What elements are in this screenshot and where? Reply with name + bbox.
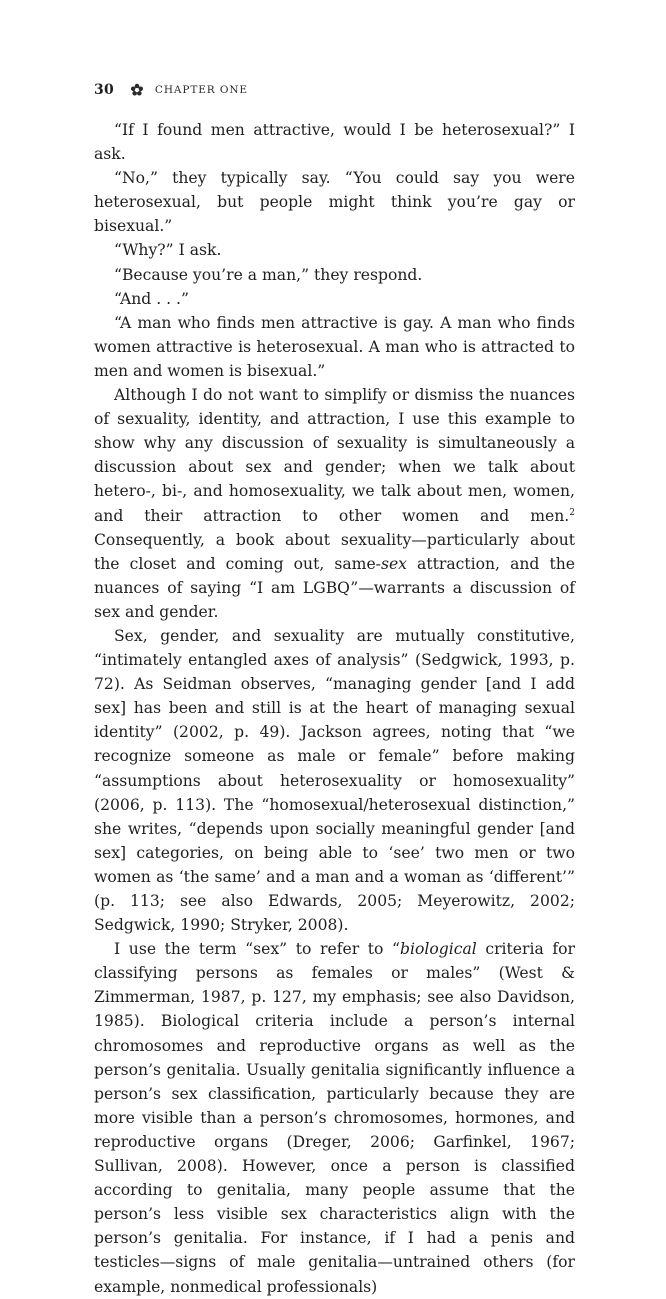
flower-ornament-icon xyxy=(130,83,144,97)
paragraph: “Why?” I ask. xyxy=(114,241,222,260)
paragraph: Sex, gender, and sexuality are mutually constitutive, “intimately entangled axes of analysis” (Sedgwick, 1993, p. 72). As Seidman observes, “managing gender [and I add sex] has been and still is at the heart of managing sexual identity” (2002, p. 49). Jackson agrees, noting that “we recognize someone as male or female” before making “assumptions about heterosexuality or homosexuality” (2006, p. 113). The “homosexual/heterosexual distinction,” she writes, “depends upon socially meaningful gender [and sex] categories, on being able to ‘see’ two men or two women as ‘the same’ and a man and a woman as ‘different’” (p. 113; see also Edwards, 2005; Meyerowitz, 2002; Sedgwick, 1990; Stryker, 2008). xyxy=(94,626,575,935)
paragraph: “If I found men attractive, would I be heterosexual?” I ask. xyxy=(94,121,575,164)
paragraph: “No,” they typically say. “You could say you were heterosexual, but people might think you’re gay or bisexual.” xyxy=(94,169,575,236)
chapter-label: CHAPTER ONE xyxy=(154,84,249,96)
paragraph-text: attraction, and the nuances of saying “I am LGBQ”—warrants a discussion of sex and gender. xyxy=(94,554,575,621)
paragraph: “Because you’re a man,” they respond. xyxy=(114,265,423,284)
paragraph: “And . . .” xyxy=(114,289,189,308)
page-number: 30 xyxy=(94,82,114,98)
paragraph xyxy=(94,383,575,624)
paragraph: “A man who finds men attractive is gay. A man who finds women attractive is heterosexual. A man who is attracted to men and women is bisexual.” xyxy=(94,313,575,380)
paragraph xyxy=(94,937,575,1298)
paragraph-text: Consequently, a book about sexuality—particularly about the closet and coming out, same- xyxy=(94,530,575,573)
paragraph-text: I use the term “sex” to refer to “ xyxy=(114,940,401,959)
emphasis-text: sex xyxy=(380,554,407,573)
footnote-marker: 2 xyxy=(569,507,575,518)
paragraph-text: criteria for classifying persons as females or males” (West & Zimmerman, 1987, p. 127, my emphasis; see also Davidson, 1985). Biological criteria include a person’s internal chromosomes and reproductive organs as well as the person’s genitalia. Usually genitalia significantly influence a person’s sex classification, particularly because they are more visible than a person’s chromosomes, hormones, and reproductive organs (Dreger, 2006; Garfinkel, 1967; Sullivan, 2008). However, once a person is classified according to genitalia, many people assume that the person’s less visible sex characteristics align with the person’s genitalia. For instance, if I had a penis and testicles—signs of male genitalia—untrained others (for example, nonmedical professionals) xyxy=(94,940,576,1296)
body-text xyxy=(94,118,575,1299)
running-head xyxy=(94,80,248,100)
paragraph-text: Although I do not want to simplify or dismiss the nuances of sexuality, identity, and attraction, I use this example to show why any discussion of sexuality is simultaneously a discussion about sex and gender; when we talk about hetero-, bi-, and homosexuality, we talk about men, women, and their attraction to other women and men. xyxy=(94,386,575,525)
emphasis-text: biological xyxy=(400,940,477,959)
